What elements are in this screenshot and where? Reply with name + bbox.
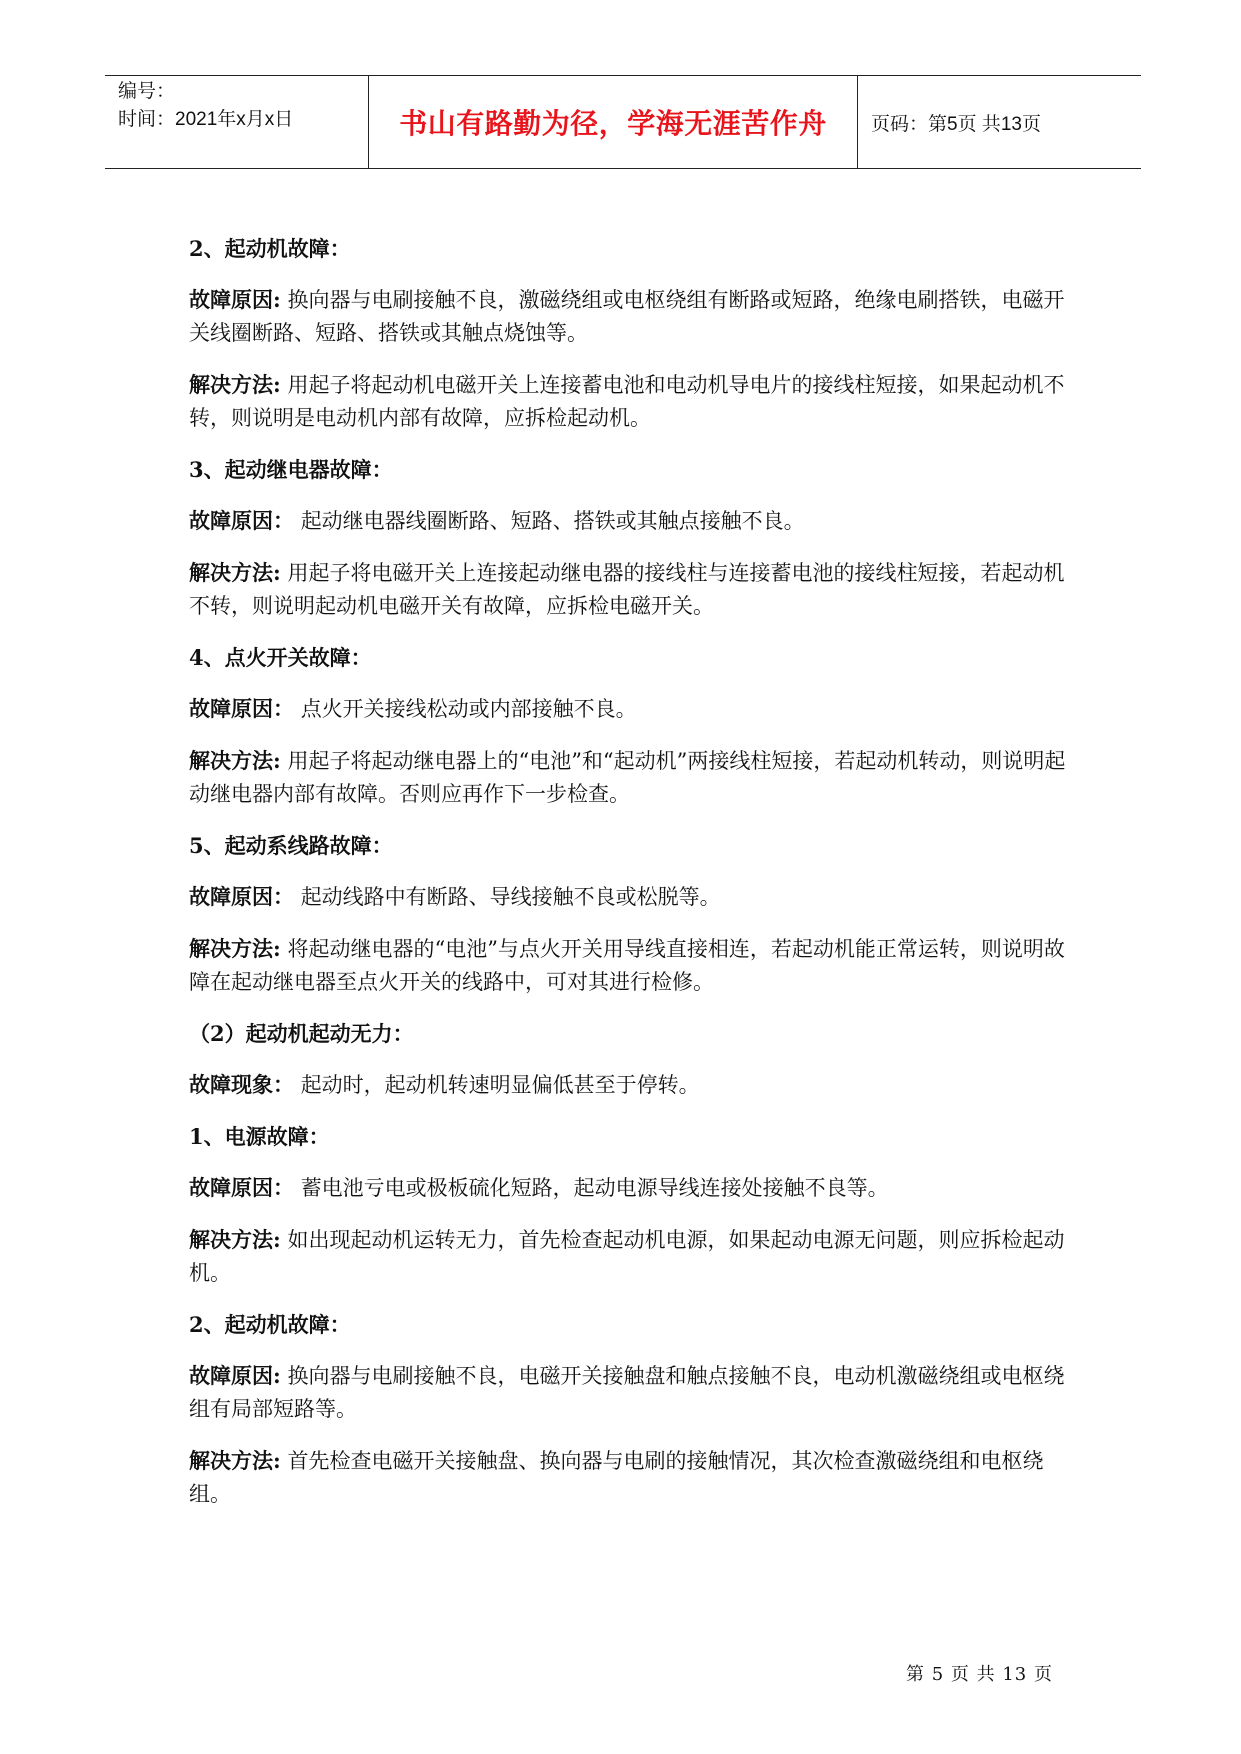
body-paragraph xyxy=(189,1359,1069,1426)
section-heading: 5、起动系线路故障： xyxy=(189,833,393,858)
body-paragraph xyxy=(189,368,1069,435)
paragraph-text: 用起子将起动机电磁开关上连接蓄电池和电动机导电片的接线柱短接，如果起动机不转，则说明是电动机内部有故障，应拆检起动机。 xyxy=(189,373,1065,430)
motto-text: 书山有路勤为径，学海无涯苦作舟 xyxy=(399,107,827,140)
paragraph-text: 首先检查电磁开关接触盘、换向器与电刷的接触情况，其次检查激磁绕组和电枢绕组。 xyxy=(189,1449,1044,1506)
paragraph-label: 解决方法: xyxy=(189,1448,281,1473)
paragraph-label: 故障原因: xyxy=(189,1363,281,1388)
paragraph-text: 如出现起动机运转无力，首先检查起动机电源，如果起动电源无问题，则应拆检起动机。 xyxy=(189,1228,1065,1285)
document-body xyxy=(189,232,1069,1529)
paragraph-text: 起动时，起动机转速明显偏低甚至于停转。 xyxy=(300,1073,700,1097)
section-heading: 1、电源故障： xyxy=(189,1124,330,1149)
section-heading: 2、起动机故障： xyxy=(189,1312,351,1337)
paragraph-text: 蓄电池亏电或极板硫化短路，起动电源导线连接处接触不良等。 xyxy=(300,1176,889,1200)
paragraph-text: 起动线路中有断路、导线接触不良或松脱等。 xyxy=(300,885,721,909)
body-paragraph xyxy=(189,880,1069,914)
paragraph-label: 故障原因： xyxy=(189,508,294,533)
paragraph-label: 故障原因： xyxy=(189,884,294,909)
section-heading: 2、起动机故障： xyxy=(189,236,351,261)
paragraph-text: 换向器与电刷接触不良，激磁绕组或电枢绕组有断路或短路，绝缘电刷搭铁，电磁开关线圈断路、短路、搭铁或其触点烧蚀等。 xyxy=(189,288,1065,345)
paragraph-text: 用起子将起动继电器上的“电池”和“起动机”两接线柱短接，若起动机转动，则说明起动继电器内部有故障。否则应再作下一步检查。 xyxy=(189,749,1066,806)
section-heading: 3、起动继电器故障： xyxy=(189,457,393,482)
paragraph-label: 解决方法: xyxy=(189,1227,281,1252)
header-motto-cell xyxy=(369,76,858,168)
document-time: 时间：2021年x月x日 xyxy=(118,109,294,130)
body-paragraph xyxy=(189,1171,1069,1205)
body-paragraph xyxy=(189,692,1069,726)
body-paragraph xyxy=(189,1068,1069,1102)
header-meta-cell xyxy=(105,76,369,168)
paragraph-label: 解决方法: xyxy=(189,372,281,397)
header-page-cell xyxy=(858,76,1141,168)
body-paragraph xyxy=(189,556,1069,623)
paragraph-label: 解决方法: xyxy=(189,560,281,585)
body-paragraph xyxy=(189,932,1069,999)
paragraph-text: 换向器与电刷接触不良，电磁开关接触盘和触点接触不良，电动机激磁绕组或电枢绕组有局部短路等。 xyxy=(189,1364,1065,1421)
body-paragraph xyxy=(189,1223,1069,1290)
paragraph-text: 点火开关接线松动或内部接触不良。 xyxy=(300,697,637,721)
paragraph-label: 解决方法: xyxy=(189,748,281,773)
paragraph-label: 解决方法: xyxy=(189,936,281,961)
page-footer: 第 5 页 共 13 页 xyxy=(906,1664,1053,1685)
paragraph-label: 故障原因: xyxy=(189,287,281,312)
paragraph-text: 起动继电器线圈断路、短路、搭铁或其触点接触不良。 xyxy=(300,509,805,533)
body-paragraph xyxy=(189,504,1069,538)
body-paragraph xyxy=(189,744,1069,811)
paragraph-text: 用起子将电磁开关上连接起动继电器的接线柱与连接蓄电池的接线柱短接，若起动机不转，则说明起动机电磁开关有故障，应拆检电磁开关。 xyxy=(189,561,1065,618)
document-number-label: 编号： xyxy=(118,81,176,102)
header-page-info: 页码：第5页 共13页 xyxy=(871,113,1041,135)
section-heading: 4、点火开关故障： xyxy=(189,645,372,670)
document-header xyxy=(105,75,1141,169)
body-paragraph xyxy=(189,1444,1069,1511)
paragraph-label: 故障现象： xyxy=(189,1072,294,1097)
paragraph-label: 故障原因： xyxy=(189,696,294,721)
body-paragraph xyxy=(189,283,1069,350)
section-heading: （2）起动机起动无力： xyxy=(189,1021,414,1046)
paragraph-text: 将起动继电器的“电池”与点火开关用导线直接相连，若起动机能正常运转，则说明故障在起动继电器至点火开关的线路中，可对其进行检修。 xyxy=(189,937,1065,994)
paragraph-label: 故障原因： xyxy=(189,1175,294,1200)
